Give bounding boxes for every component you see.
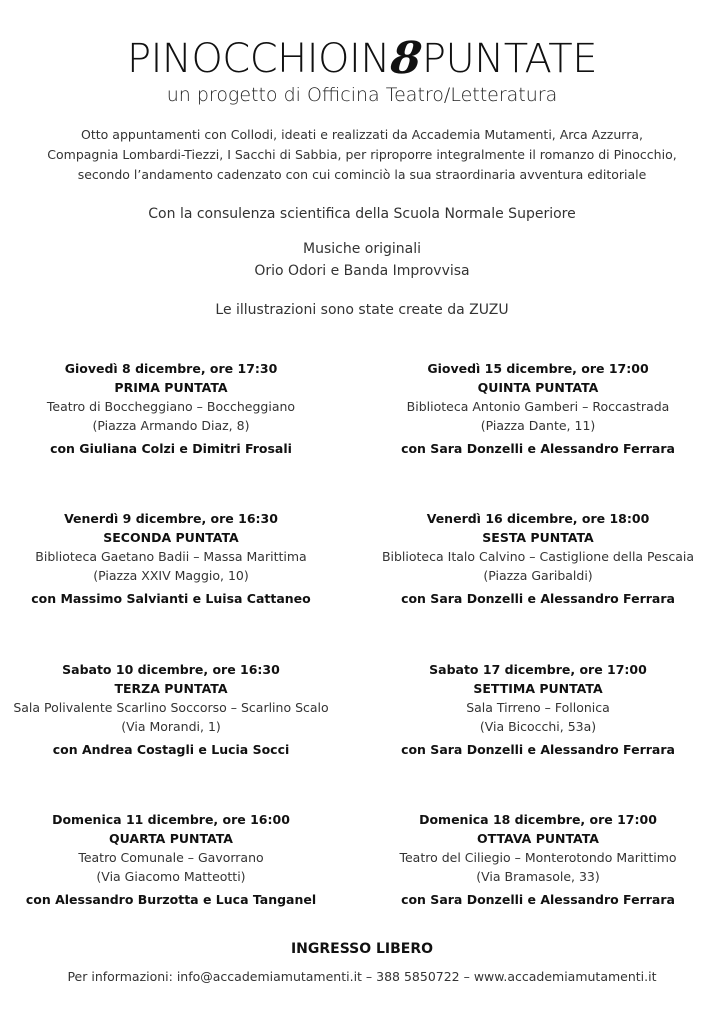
event-block-4 [1, 810, 341, 909]
event-block-1 [1, 359, 341, 458]
poster-title [0, 33, 724, 84]
poster-subtitle: un progetto di Officina Teatro/Letteratura [166, 84, 558, 106]
event-block-7 [368, 660, 708, 759]
event-address: (Via Bramasole, 33) [476, 869, 600, 884]
event-address: (Via Giacomo Matteotti) [96, 869, 246, 884]
event-block-3 [1, 660, 341, 759]
event-cast: con Sara Donzelli e Alessandro Ferrara [401, 742, 675, 757]
event-episode: SECONDA PUNTATA [103, 530, 239, 545]
event-cast: con Sara Donzelli e Alessandro Ferrara [401, 441, 675, 456]
event-date: Venerdì 16 dicembre, ore 18:00 [426, 511, 650, 526]
event-venue: Sala Tirreno – Follonica [466, 700, 610, 715]
event-episode: TERZA PUNTATA [114, 681, 228, 696]
event-date: Sabato 10 dicembre, ore 16:30 [62, 662, 280, 677]
event-block-8 [368, 810, 708, 909]
event-cast: con Alessandro Burzotta e Luca Tanganel [25, 892, 317, 907]
event-address: (Via Morandi, 1) [121, 719, 221, 734]
music-credits: Orio Odori e Banda Improvvisa [254, 263, 470, 279]
event-cast: con Giuliana Colzi e Dimitri Frosali [50, 441, 292, 456]
event-episode: QUARTA PUNTATA [109, 831, 233, 846]
event-address: (Piazza Garibaldi) [483, 568, 593, 583]
event-venue: Teatro Comunale – Gavorrano [78, 850, 264, 865]
event-date: Domenica 18 dicembre, ore 17:00 [419, 812, 657, 827]
event-address: (Via Bicocchi, 53a) [479, 719, 597, 734]
event-venue: Biblioteca Italo Calvino – Castiglione della Pescaia [381, 549, 695, 564]
event-date: Venerdì 9 dicembre, ore 16:30 [64, 511, 278, 526]
event-episode: SETTIMA PUNTATA [473, 681, 603, 696]
intro-line: Otto appuntamenti con Collodi, ideati e realizzati da Accademia Mutamenti, Arca Azzurra, [81, 127, 643, 142]
event-cast: con Massimo Salvianti e Luisa Cattaneo [31, 591, 311, 606]
title-part-1: PINOCCHIOIN [126, 36, 390, 82]
scientific-advice: Con la consulenza scientifica della Scuola Normale Superiore [148, 206, 576, 222]
intro-line: Compagnia Lombardi-Tiezzi, I Sacchi di Sabbia, per riproporre integralmente il romanzo di Pinocchio, [47, 147, 677, 162]
event-date: Domenica 11 dicembre, ore 16:00 [52, 812, 290, 827]
event-episode: SESTA PUNTATA [482, 530, 594, 545]
event-block-2 [1, 509, 341, 608]
free-admission: INGRESSO LIBERO [290, 941, 434, 957]
title-number: 8 [388, 33, 424, 84]
music-label: Musiche originali [303, 241, 421, 257]
event-venue: Teatro del Ciliegio – Monterotondo Marittimo [399, 850, 677, 865]
event-block-5 [368, 359, 708, 458]
event-venue: Sala Polivalente Scarlino Soccorso – Scarlino Scalo [13, 700, 329, 715]
event-block-6 [368, 509, 708, 608]
event-date: Giovedì 15 dicembre, ore 17:00 [427, 361, 649, 376]
event-date: Sabato 17 dicembre, ore 17:00 [429, 662, 647, 677]
event-episode: QUINTA PUNTATA [477, 380, 599, 395]
event-address: (Piazza Dante, 11) [480, 418, 596, 433]
event-address: (Piazza XXIV Maggio, 10) [93, 568, 249, 583]
intro-paragraph [20, 125, 704, 185]
event-episode: OTTAVA PUNTATA [477, 831, 599, 846]
event-venue: Teatro di Boccheggiano – Boccheggiano [46, 399, 296, 414]
event-date: Giovedì 8 dicembre, ore 17:30 [64, 361, 278, 376]
event-address: (Piazza Armando Diaz, 8) [92, 418, 250, 433]
contact-info: Per informazioni: info@accademiamutamenti.it – 388 5850722 – www.accademiamutamenti.it [67, 969, 657, 984]
event-cast: con Sara Donzelli e Alessandro Ferrara [401, 892, 675, 907]
event-cast: con Sara Donzelli e Alessandro Ferrara [401, 591, 675, 606]
event-venue: Biblioteca Antonio Gamberi – Roccastrada [406, 399, 670, 414]
illustrations-credit: Le illustrazioni sono state create da ZUZU [215, 302, 509, 318]
event-venue: Biblioteca Gaetano Badii – Massa Marittima [35, 549, 307, 564]
title-part-2: PUNTATE [421, 36, 597, 82]
event-cast: con Andrea Costagli e Lucia Socci [52, 742, 290, 757]
intro-line: secondo l’andamento cadenzato con cui cominciò la sua straordinaria avventura editoriale [77, 167, 647, 182]
event-episode: PRIMA PUNTATA [114, 380, 228, 395]
